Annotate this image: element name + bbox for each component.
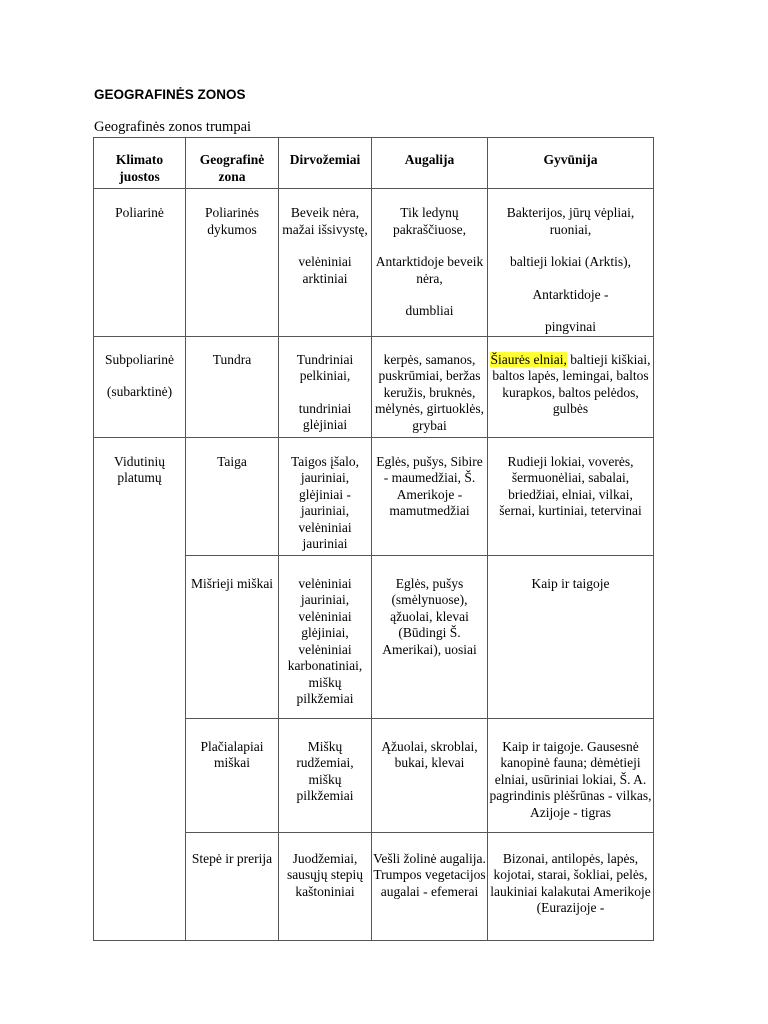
highlighted-text: Šiaurės elniai, (490, 351, 567, 367)
header-soils: Dirvožemiai (279, 138, 372, 189)
fauna-line: pingvinai (545, 319, 596, 334)
table-row (94, 437, 654, 555)
soils-cell: velėniniai jauriniai, velėniniai glėjiniai, velėniniai karbonatiniai, miškų pilkžemiai (279, 555, 372, 718)
soils-line: velėniniai arktiniai (298, 254, 352, 286)
flora-cell: Eglės, pušys, Sibire - maumedžiai, Š. Amerikoje - mamutmedžiai (372, 437, 488, 555)
climate-cell: Vidutinių platumų (94, 437, 186, 940)
header-fauna: Gyvūnija (488, 138, 654, 189)
flora-line: Tik ledynų pakraščiuose, (392, 205, 467, 237)
soils-cell: Miškų rudžemiai, miškų pilkžemiai (279, 718, 372, 832)
soils-cell: Juodžemiai, sausųjų stepių kaštoniniai (279, 832, 372, 940)
flora-cell: kerpės, samanos, puskrūmiai, beržas keružis, bruknės, mėlynės, girtuoklės, grybai (372, 336, 488, 437)
fauna-cell (488, 189, 654, 337)
flora-cell: Vešli žolinė augalija. Trumpos vegetacijos augalai - efemerai (372, 832, 488, 940)
climate-cell: Poliarinė (94, 189, 186, 337)
zone-cell: Taiga (186, 437, 279, 555)
flora-line: Antarktidoje beveik nėra, (375, 254, 484, 286)
flora-cell: Ąžuolai, skroblai, bukai, klevai (372, 718, 488, 832)
soils-cell: Taigos įšalo, jauriniai, glėjiniai - jauriniai, velėniniai jauriniai (279, 437, 372, 555)
table-row (94, 189, 654, 337)
table-header-row (94, 138, 654, 189)
header-climate: Klimato juostos (94, 138, 186, 189)
soils-line: Beveik nėra, mažai išsivystę, (282, 205, 368, 237)
zone-cell: Tundra (186, 336, 279, 437)
soils-line: Tundriniai pelkiniai, (296, 351, 354, 383)
fauna-cell: Bizonai, antilopės, lapės, kojotai, starai, šokliai, pelės, laukiniai kalakutai Amerikoje (Eurazijoje - (488, 832, 654, 940)
soils-cell (279, 189, 372, 337)
table-row (94, 336, 654, 437)
geographic-zones-table (93, 137, 654, 941)
zone-cell: Mišrieji miškai (186, 555, 279, 718)
fauna-line: Antarktidoje - (532, 286, 609, 302)
flora-cell (372, 189, 488, 337)
zone-cell: Poliarinės dykumos (186, 189, 279, 337)
flora-line: dumbliai (405, 303, 454, 318)
fauna-cell: Rudieji lokiai, voverės, šermuonėliai, sabalai, briedžiai, elniai, vilkai, šernai, kurtiniai, tetervinai (488, 437, 654, 555)
soils-line: tundriniai glėjiniai (298, 400, 352, 432)
zone-cell: Stepė ir prerija (186, 832, 279, 940)
soils-cell (279, 336, 372, 437)
fauna-cell: Kaip ir taigoje. Gausesnė kanopinė fauna; dėmėtieji elniai, usūriniai lokiai, Š. A. pagrindinis plėšrūnas - vilkas, Azijoje - tigras (488, 718, 654, 832)
document-title: GEOGRAFINĖS ZONOS (94, 87, 246, 102)
fauna-line: baltieji lokiai (Arktis), (509, 254, 632, 269)
header-flora: Augalija (372, 138, 488, 189)
climate-line: Subpoliarinė (105, 351, 174, 367)
climate-cell (94, 336, 186, 437)
fauna-line: Bakterijos, jūrų vėpliai, ruoniai, (506, 205, 635, 237)
document-subtitle: Geografinės zonos trumpai (94, 119, 252, 135)
header-zone: Geografinė zona (186, 138, 279, 189)
flora-cell: Eglės, pušys (smėlynuose), ąžuolai, klevai (Būdingi Š. Amerikai), uosiai (372, 555, 488, 718)
climate-line: (subarktinė) (106, 384, 173, 399)
fauna-cell: Kaip ir taigoje (488, 555, 654, 718)
zone-cell: Plačialapiai miškai (186, 718, 279, 832)
fauna-text: baltieji kiškiai, baltos lapės, lemingai, baltos kurapkos, baltos pelėdos, gulbės (492, 351, 651, 416)
fauna-cell (488, 336, 654, 437)
